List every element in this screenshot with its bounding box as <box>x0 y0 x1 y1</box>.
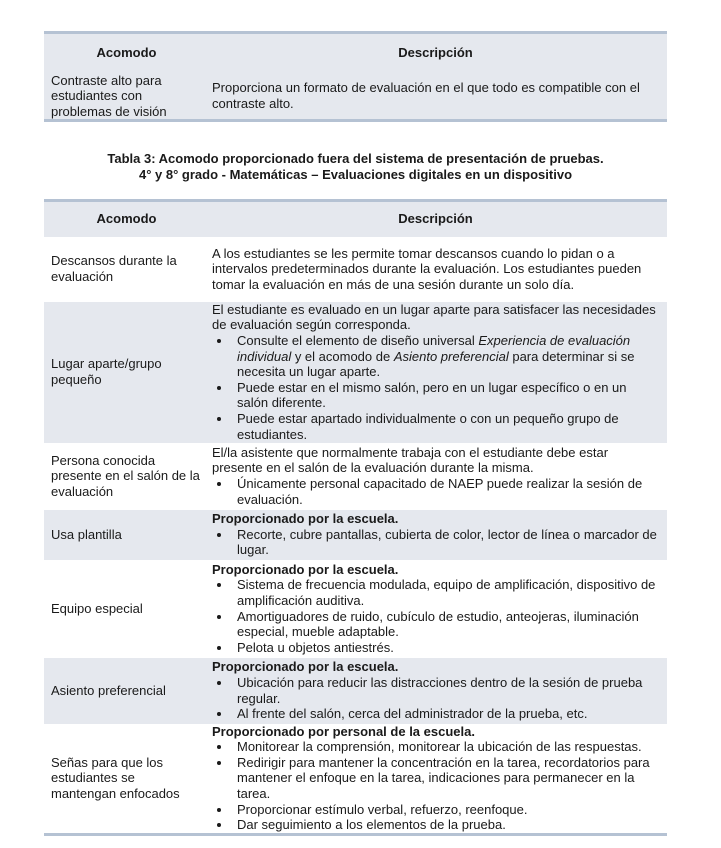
row-acomodo: Lugar aparte/grupo pequeño <box>51 356 162 387</box>
bullet-list <box>212 333 659 442</box>
row-acomodo: Contraste alto para estudiantes con problemas de visión <box>51 72 167 119</box>
row-acomodo: Persona conocida presente en el salón de la evaluación <box>51 452 200 499</box>
bullet-text: Consulte el elemento de diseño universal <box>237 333 479 349</box>
description-lead: Proporcionado por personal de la escuela. <box>212 723 475 739</box>
caption-line-2: 4° y 8° grado - Matemáticas – Evaluaciones digitales en un dispositivo <box>138 167 573 182</box>
bullet-list <box>212 527 659 558</box>
bullet-emphasis: Experiencia de evaluación individual <box>237 333 631 364</box>
row-acomodo: Descansos durante la evaluación <box>51 253 177 284</box>
bullet-item: Sistema de frecuencia modulada, equipo de amplificación, dispositivo de amplificación auditiva. <box>212 577 659 608</box>
row-descripcion <box>206 560 667 658</box>
header-descripcion: Descripción <box>398 211 473 227</box>
table-row <box>44 443 667 510</box>
row-descripcion <box>206 510 667 560</box>
description-text: El estudiante es evaluado en un lugar aparte para satisfacer las necesidades de evaluación según corresponda. <box>212 301 656 333</box>
description-text: El/la asistente que normalmente trabaja con el estudiante debe estar presente en el salón de la evaluación durante la misma. <box>212 444 609 476</box>
bullet-item: Redirigir para mantener la concentración en la tarea, recordatorios para mantener el enfoque en la tarea, indicaciones para permanecer en la tarea. <box>212 755 659 802</box>
header-acomodo: Acomodo <box>96 211 157 227</box>
table-row <box>44 560 667 658</box>
table-header-row <box>44 33 667 73</box>
bullet-text: y el acomodo de <box>291 348 394 364</box>
description-lead: Proporcionado por la escuela. <box>212 511 399 527</box>
table-row <box>44 510 667 560</box>
row-descripcion <box>206 302 667 443</box>
row-acomodo: Usa plantilla <box>51 526 122 542</box>
row-descripcion: Proporciona un formato de evaluación en el que todo es compatible con el contraste alto. <box>212 80 640 111</box>
bullet-list <box>212 577 659 655</box>
row-descripcion <box>206 443 667 510</box>
row-descripcion <box>206 658 667 724</box>
table-row <box>44 237 667 302</box>
bullet-item: Únicamente personal capacitado de NAEP puede realizar la sesión de evaluación. <box>212 476 659 507</box>
bullet-item: Puede estar en el mismo salón, pero en un lugar específico o en un salón diferente. <box>212 380 659 411</box>
table-row <box>44 73 667 121</box>
bullet-item: Ubicación para reducir las distracciones dentro de la sesión de prueba regular. <box>212 675 659 706</box>
bullet-emphasis: Asiento preferencial <box>393 348 509 364</box>
bullet-list <box>212 476 659 507</box>
bullet-item <box>212 333 659 380</box>
row-descripcion <box>206 724 667 835</box>
bullet-item: Recorte, cubre pantallas, cubierta de color, lector de línea o marcador de lugar. <box>212 527 659 558</box>
caption-line-1: Tabla 3: Acomodo proporcionado fuera del sistema de presentación de pruebas. <box>107 151 604 166</box>
bullet-item: Proporcionar estímulo verbal, refuerzo, reenfoque. <box>212 802 659 818</box>
header-acomodo: Acomodo <box>96 45 157 61</box>
bullet-item: Monitorear la comprensión, monitorear la ubicación de las respuestas. <box>212 739 659 755</box>
bullet-list <box>212 739 659 833</box>
header-descripcion: Descripción <box>398 45 473 61</box>
bullet-item: Al frente del salón, cerca del administrador de la prueba, etc. <box>212 706 659 722</box>
bullet-item: Puede estar apartado individualmente o con un pequeño grupo de estudiantes. <box>212 411 659 442</box>
description-text: A los estudiantes se les permite tomar descansos cuando lo pidan o a intervalos predeterminados durante la evaluación. Los estudiantes pueden tomar la evaluación en más de una sesión durante un solo día. <box>212 245 642 292</box>
table-row <box>44 302 667 443</box>
table-header-row <box>44 201 667 237</box>
row-acomodo: Señas para que los estudiantes se mantengan enfocados <box>51 754 180 802</box>
accommodations-table-3 <box>44 199 667 836</box>
description-lead: Proporcionado por la escuela. <box>212 561 399 577</box>
table-row <box>44 658 667 724</box>
row-acomodo: Asiento preferencial <box>51 682 166 698</box>
table-row <box>44 724 667 835</box>
table-caption <box>44 151 667 183</box>
bullet-item: Pelota u objetos antiestrés. <box>212 640 659 656</box>
bullet-item: Amortiguadores de ruido, cubículo de estudio, anteojeras, iluminación especial, mueble adaptable. <box>212 609 659 640</box>
bullet-text: para determinar si se necesita un lugar aparte. <box>237 348 635 380</box>
row-descripcion <box>206 237 667 302</box>
bullet-list <box>212 675 659 722</box>
row-acomodo: Equipo especial <box>51 600 143 616</box>
description-lead: Proporcionado por la escuela. <box>212 659 399 675</box>
accommodations-table-top <box>44 31 667 122</box>
bullet-item: Dar seguimiento a los elementos de la prueba. <box>212 817 659 833</box>
